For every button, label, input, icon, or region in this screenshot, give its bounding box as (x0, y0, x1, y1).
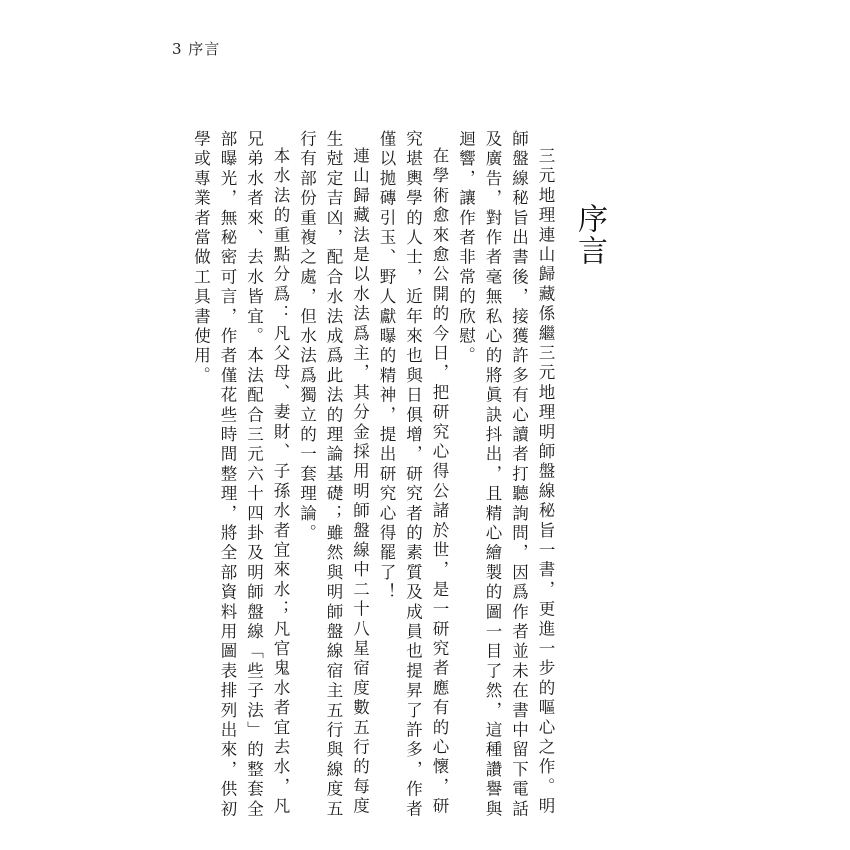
paragraph: 三元地理連山歸藏係繼三元地理明師盤線秘旨一書，更進一步的嘔心之作。明師盤線秘旨出書後，接獲許多有心讀者打聽詢問，因爲作者並未在書中留下電話及廣告，對作者毫無私心的將眞訣抖出，且精心繪製的圖一目了然，這種讚譽與迴響，讓作者非常的欣慰。 (456, 130, 555, 820)
paragraph: 在學術愈來愈公開的今日，把研究心得公諸於世，是一研究者應有的心懷，研究堪輿學的人士，近年來也與日俱增，研究者的素質及成員也提昇了許多，作者僅以拋磚引玉、野人獻曝的精神，提出研究心得罷了！ (377, 130, 449, 820)
page-title: 序言 (572, 203, 607, 267)
running-head: 3 序言 (172, 40, 221, 58)
paragraph: 連山歸藏法是以水法爲主，其分金採用明師盤線中二十八星宿度數五行的每度生尅定吉凶，配合水法成爲此法的理論基礎；雖然與明師盤線宿主五行與線度五行有部份重複之處，但水法爲獨立的一套理論。 (297, 130, 370, 820)
paragraph: 本水法的重點分爲：凡父母、妻財、子孫水者宜來水；凡官鬼水者宜去水，凡兄弟水者來、去水皆宜。本法配合三元六十四卦及明師盤線「些子法」的整套全部曝光，無秘密可言，作者僅花些時間整理，將全部資料用圖表排列出來，供初學或專業者當做工具書使用。 (191, 130, 290, 820)
body-text (191, 130, 558, 830)
